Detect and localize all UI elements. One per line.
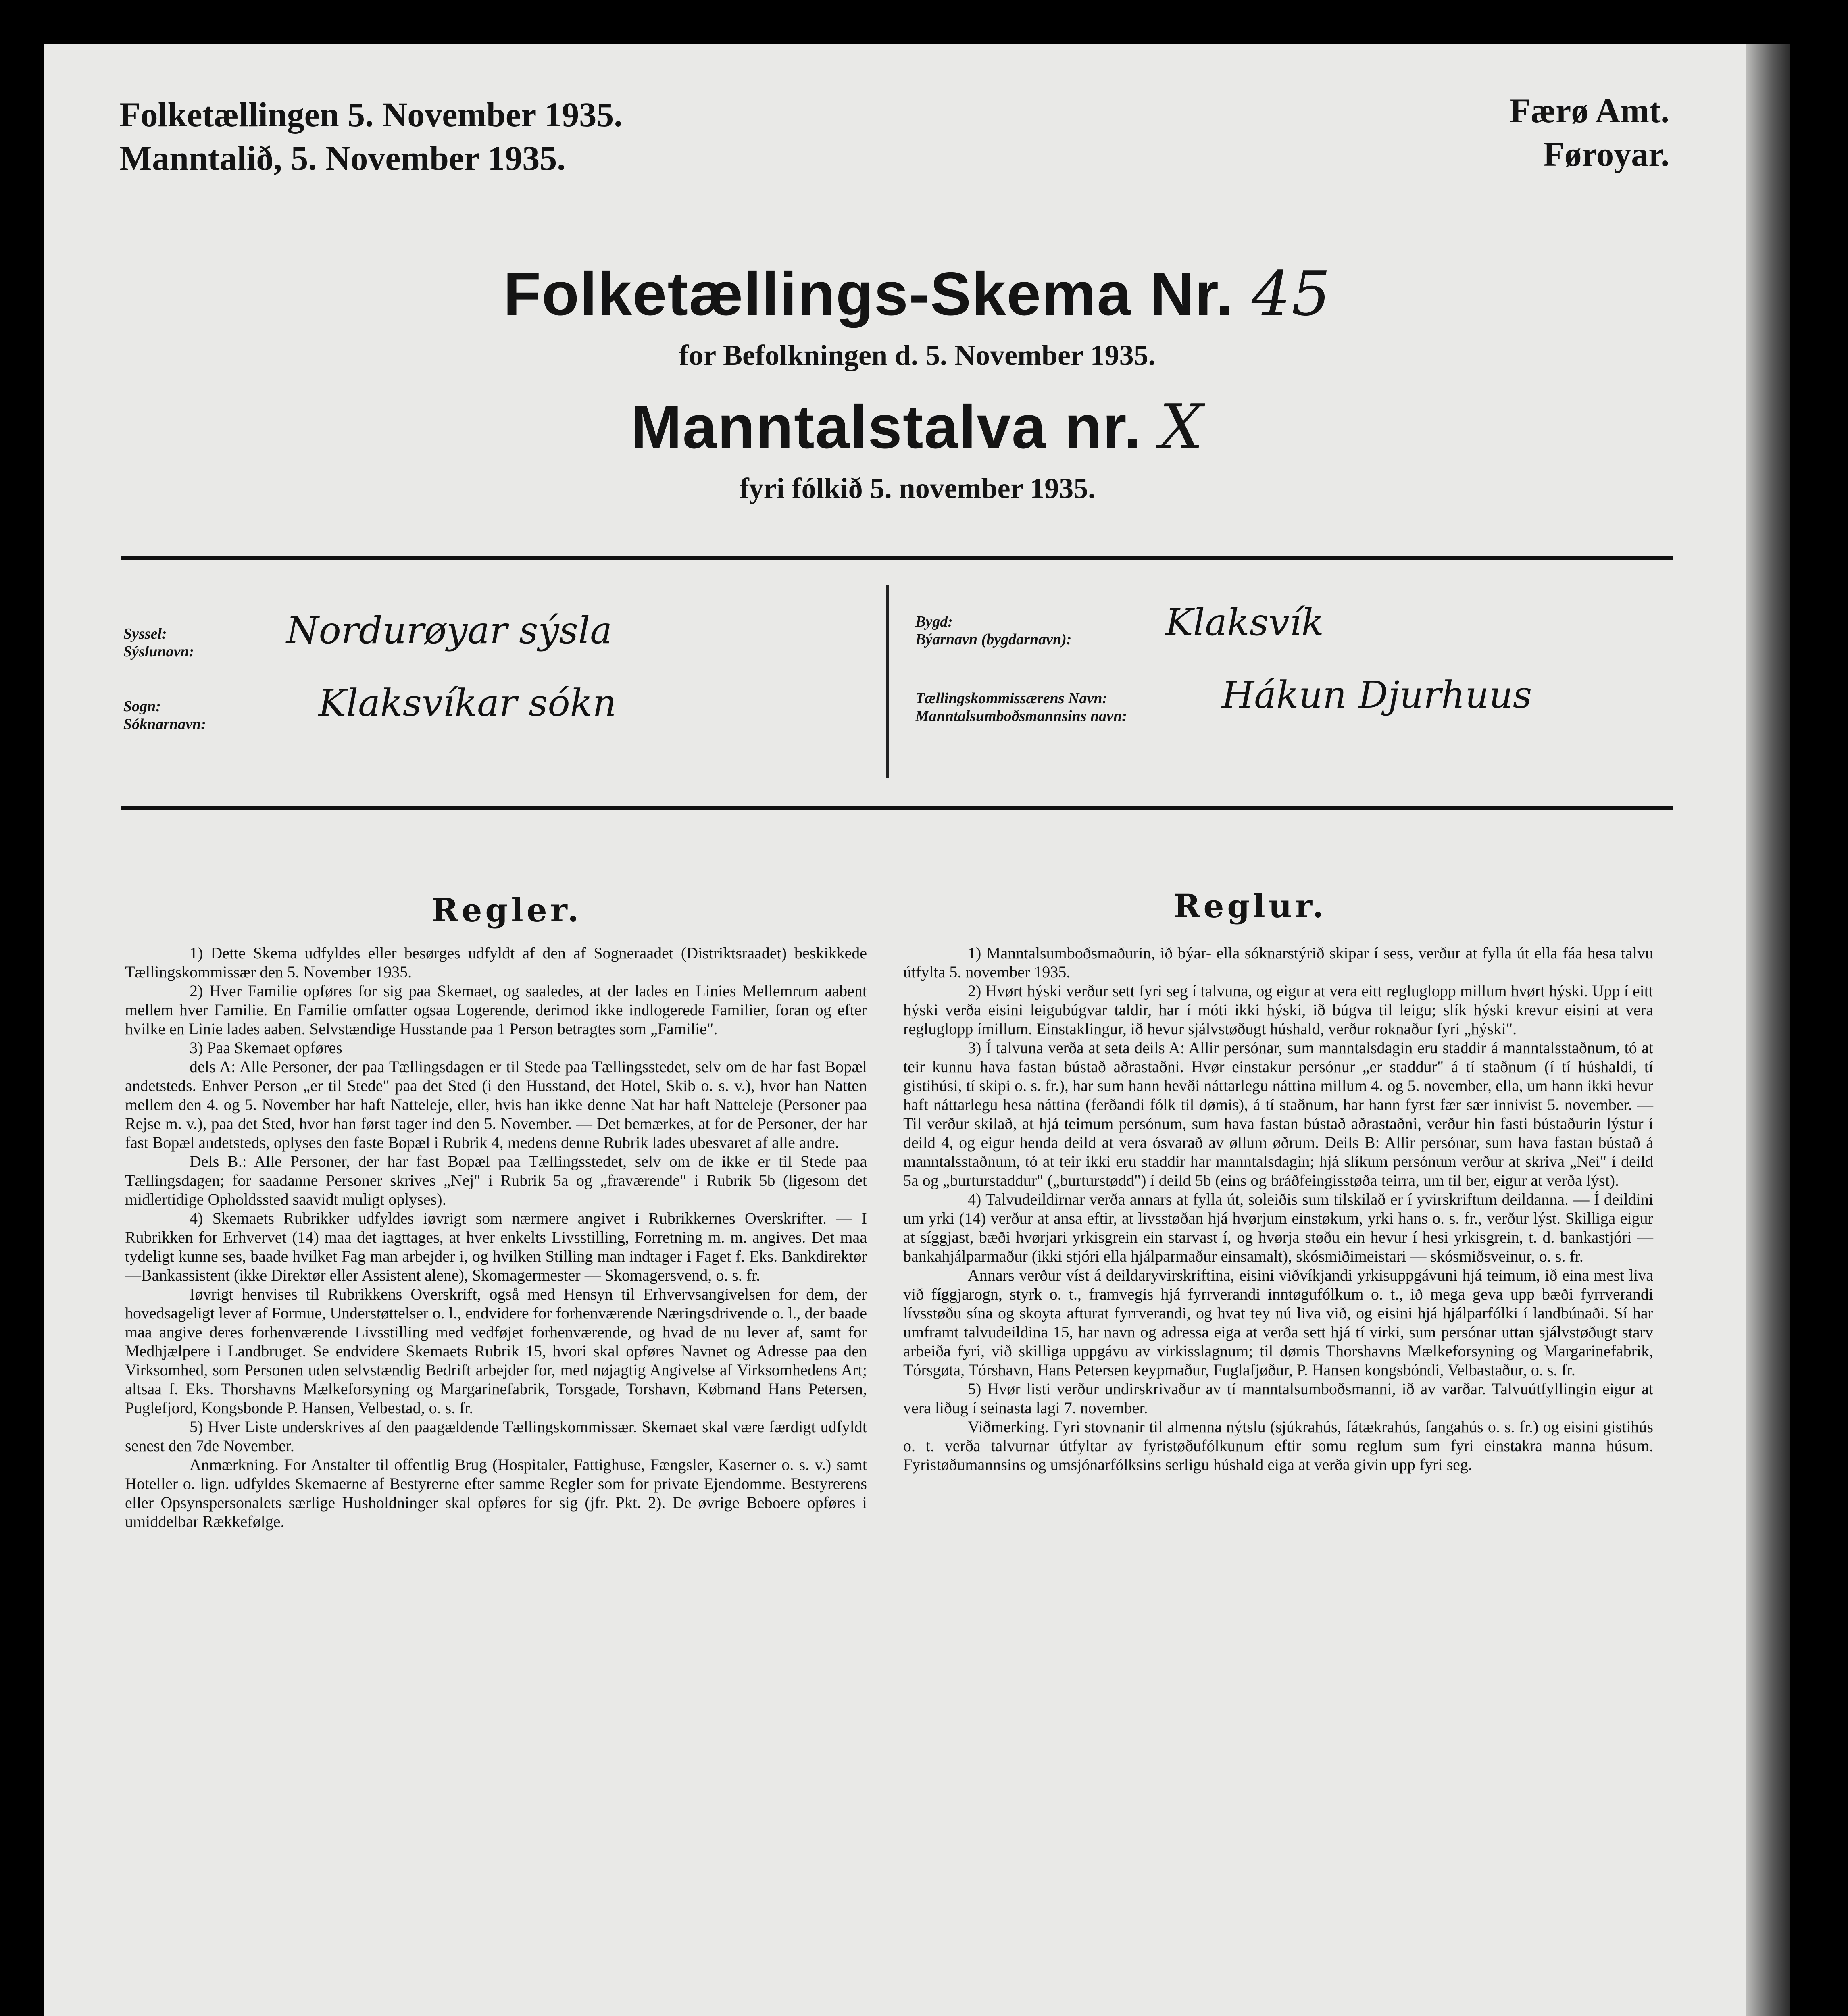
syssel-label-faroese: Sýslunavn:: [123, 643, 194, 660]
sogn-label-danish: Sogn:: [123, 698, 161, 715]
commissioner-value: Hákun Djurhuus: [1222, 673, 1532, 716]
sogn-label: [123, 698, 206, 733]
regler-paragraph: 3) Paa Skemaet opføres: [190, 1039, 342, 1057]
bygd-label-faroese: Býarnavn (bygdarnavn):: [915, 631, 1072, 648]
regler-column: [125, 943, 867, 1531]
syssel-value: Nordurøyar sýsla: [286, 609, 613, 652]
regler-paragraph: dels A: Alle Personer, der paa Tællingsdagen er til Stede paa Tællingsstedet, selv om de har fast Bopæl andetsteds. Enhver Person „er til Stede" paa det Sted (i den Husstand, det Hotel, Skib o. s. v.), hvor han Natten mellem den 4. og 5. November har haft Natteleje, eller, hvis han ikke denne Nat har haft Natteleje (Personer paa Rejse m. v.), paa det Sted, hvor han først tager ind den 5. November. — Det bemærkes, at for de Personer, der har fast Bopæl andetsteds, oplyses den faste Bopæl i Rubrik 4, medens denne Rubrik lades ubesvaret af alle andre.: [125, 1058, 867, 1152]
reglur-paragraph: Viðmerking. Fyri stovnanir til almenna nýtslu (sjúkrahús, fátækrahús, fangahús o. s. fr.) og eisini gistihús o. t. verða talvurnar útfyltar av fyristøðufólkunum eftir somu reglum sum fyri einstakra manna húsum. Fyristøðumannsins og umsjónarfólksins serligu húshald eiga at verða givin upp fyri seg.: [903, 1418, 1653, 1474]
divider-top: [121, 556, 1673, 560]
form-subtitle-faroese: fyri fólkið 5. november 1935.: [739, 472, 1096, 504]
form-subtitle-danish: for Befolkningen d. 5. November 1935.: [679, 339, 1156, 371]
reglur-paragraph: 3) Í talvuna verða at seta deils A: Allir persónar, sum manntalsdagin eru staddir á manntalsstaðnum, tó at teir kunnu hava fastan bústað aðrastaðni. Hvør einstakur persónur „er staddur" á tí staðnum (í tí húshaldi, tí gistihúsi, tí skipi o. s. fr.), har sum hann hevði náttarlegu náttina millum 4. og 5. november, ella, um hann ikki hevur haft náttarlegu hesa náttina (ferðandi fólk til dømis), á tí staðnum, har hann fyrst fær sær innivist 5. november. — Til verður skilað, at hjá teimum persónum, sum hava fastan bústað aðrastaðni, verður hin fasti bústaðurin lýstur í deild 4, og eigur henda deild at vera ósvarað av øllum øðrum. Deils B: Allir persónar, sum hava fastan bústað á manntalsstaðnum, tó at teir ikki eru staddir har manntalsdagin; hjá slíkum persónum verður at skriva „Nei" í deild 5a og „burturstaddur" („burturstødd") í deild 5b (eins og bráðfeingisstøða teirra, um til ber, eigur at verða lýst).: [903, 1039, 1653, 1189]
regler-paragraph: 2) Hver Familie opføres for sig paa Skemaet, og saaledes, at der lades en Linies Mellemrum aabent mellem hver Familie. En Familie omfatter ogsaa Logerende, derimod ikke indlogerede Familier, foran og efter hvilke en Linie lades aaben. Selvstændige Husstande paa 1 Person betragtes som „Familie".: [125, 982, 867, 1038]
reglur-paragraph: 1) Manntalsumboðsmaðurin, ið býar- ella sóknarstýrið skipar í sess, verður at fylla út ella fáa hesa talvu útfylta 5. november 1935.: [903, 944, 1653, 981]
bygd-value: Klaksvík: [1165, 601, 1324, 644]
reglur-paragraph: 4) Talvudeildirnar verða annars at fylla út, soleiðis sum tilskilað er í yvirskriftum deildanna. — Í deildini um yrki (14) verður at ansa eftir, at livsstøðan hjá hvørjum einstøkum, yrki hans o. s. fr., verður lýst. Skilliga eigur at síggjast, bæði hvørjari yrkisgrein ein starvast í, og hvørja støðu ein hevur í hesi yrkisgrein, t. d. bankastjóri — bankahjálparmaður (ikki stjóri ella hjálparmaður einsamalt), skósmiðimeistari — skósmiðsveinur, o. s. fr.: [903, 1190, 1653, 1265]
bygd-label-danish: Bygd:: [915, 613, 953, 630]
reglur-column: [903, 943, 1653, 1474]
regler-paragraph: 5) Hver Liste underskrives af den paagældende Tællingskommissær. Skemaet skal være færdigt udfyldt senest den 7de November.: [125, 1418, 867, 1455]
form-number-danish: 45: [1252, 258, 1331, 329]
commissioner-label: [915, 689, 1127, 725]
header-left: [119, 93, 623, 180]
syssel-label: [123, 625, 194, 660]
regler-paragraph: 1) Dette Skema udfyldes eller besørges udfyldt af den af Sogneraadet (Distriktsraadet) beskikkede Tællingskommissær den 5. November 1935.: [125, 944, 867, 981]
header-right: [1510, 89, 1669, 176]
reglur-paragraph: 2) Hvørt hýski verður sett fyri seg í talvuna, og eigur at vera eitt regluglopp millum hvørt hýski. Upp í eitt hýski verða eisini leigubúgvar taldir, har í móti ikki hýski, ið búgva til leigu; slík hýski krevur eisini at vera regluglopp ímillum. Einstaklingur, ið hevur sjálvstøðugt húshald, verður roknaður fyri „hýski".: [903, 982, 1653, 1038]
form-number-faroese: X: [1159, 391, 1204, 462]
regler-paragraph: Iøvrigt henvises til Rubrikkens Overskrift, også med Hensyn til Erhvervsangivelsen for dem, der hovedsageligt lever af Formue, Understøttelser o. l., endvidere for forhenværende Næringsdrivende o. l., der baade maa angive deres forhenværende Livsstilling med vedføjet forhenværende, og hvad de nu lever af, samt for Medhjælpere i Landbruget. Se endvidere Skemaets Rubrik 15, hvori skal opføres Navnet og Adresse paa den Virksomhed, som Personen uden selvstændig Bedrift arbejder for, med nøjagtig Angivelse af Virksomhedens Art; altsaa f. Eks. Thorshavns Mælkeforsyning og Margarinefabrik, Torsgade, Torshavn, Købmand Hans Petersen, Puglefjord, Kongsbonde P. Hansen, Velbestad, o. s. fr.: [125, 1285, 867, 1417]
reglur-paragraph: 5) Hvør listi verður undirskrivaður av tí manntalsumboðsmanni, ið av varðar. Talvuútfyllingin eigur at vera liðug í seinasta lagi 7. november.: [903, 1380, 1653, 1417]
sogn-label-faroese: Sóknarnavn:: [123, 716, 206, 733]
header-left-line2: Manntalið, 5. November 1935.: [119, 139, 566, 177]
divider-vertical: [886, 585, 889, 778]
bygd-label: [915, 613, 1071, 648]
header-right-line1: Færø Amt.: [1509, 91, 1669, 130]
form-title-danish: [44, 258, 1790, 329]
divider-bottom: [121, 806, 1673, 810]
regler-paragraph: Dels B.: Alle Personer, der har fast Bopæl paa Tællingsstedet, selv om de ikke er til Stede paa Tællingsdagen; for saadanne Personer skrives „Nej" i Rubrik 5a og „fraværende" i Rubrik 5b (ligesom det midlertidige Opholdssted saavidt muligt oplyses).: [125, 1152, 867, 1208]
syssel-label-danish: Syssel:: [123, 625, 167, 642]
reglur-title: Reglur.: [1173, 887, 1327, 925]
regler-paragraph: 4) Skemaets Rubrikker udfyldes iøvrigt som nærmere angivet i Rubrikkernes Overskrifter. — I Rubrikken for Erhvervet (14) maa det iagttages, at hver enkelts Livsstilling, Forretning m. m. angives. Det maa tydeligt kunne ses, baade hvilket Fag man arbejder i, og hvilken Stilling man indtager i Faget f. Eks. Bankdirektør—Bankassistent (ikke Direktør eller Assistent alene), Skomagermester — Skomagersvend, o. s. fr.: [125, 1209, 867, 1284]
sogn-value: Klaksvíkar sókn: [319, 681, 617, 725]
regler-paragraph: Anmærkning. For Anstalter til offentlig Brug (Hospitaler, Fattighuse, Fængsler, Kaserner o. s. v.) samt Hoteller o. lign. udfyldes Skemaerne af Bestyrerne efter samme Regler som for private Ejendomme. Bestyrerens eller Opsynspersonalets særlige Husholdninger skal opføres for sig (jfr. Pkt. 2). De øvrige Beboere opføres i umiddelbar Rækkefølge.: [125, 1456, 867, 1531]
header-right-line2: Føroyar.: [1543, 135, 1669, 173]
form-title-faroese: [44, 391, 1790, 462]
regler-title: Regler.: [431, 891, 582, 929]
commissioner-label-faroese: Manntalsumboðsmannsins navn:: [915, 708, 1127, 725]
census-form-sheet: [44, 44, 1790, 2016]
header-left-line1: Folketællingen 5. November 1935.: [119, 95, 623, 134]
form-title-danish-text: Folketællings-Skema Nr.: [503, 260, 1234, 328]
reglur-paragraph: Annars verður víst á deildaryvirskriftina, eisini viðvíkjandi yrkisuppgávuni hjá teimum, ið eina mest liva við fíggjarogn, styrk o. t., framvegis hjá fyrrverandi inntøgufólkum o. t., ið mega geva upp bæði fyrrverandi lívsstøðu sína og skoyta afturat fyrrverandi, og hvat tey nú liva við, og eisini hjá hjálparfólki í landbúnaði. Sí har umframt talvudeildina 15, har navn og adressa eiga at verða sett hjá tí virki, sum persónar uttan sjálvstøðugt starv arbeiða fyri, við skilliga uppgávu av virkisslagnum; til dømis Thorshavns Mælkeforsyning og Margarinefabrik, Tórsgøta, Tórshavn, Hans Petersen keypmaður, Fuglafjøður, P. Hansen kongsbóndi, Velbastaður, o. s. fr.: [903, 1266, 1653, 1379]
form-title-faroese-text: Manntalstalva nr.: [631, 393, 1142, 461]
commissioner-label-danish: Tællingskommissærens Navn:: [915, 690, 1108, 707]
